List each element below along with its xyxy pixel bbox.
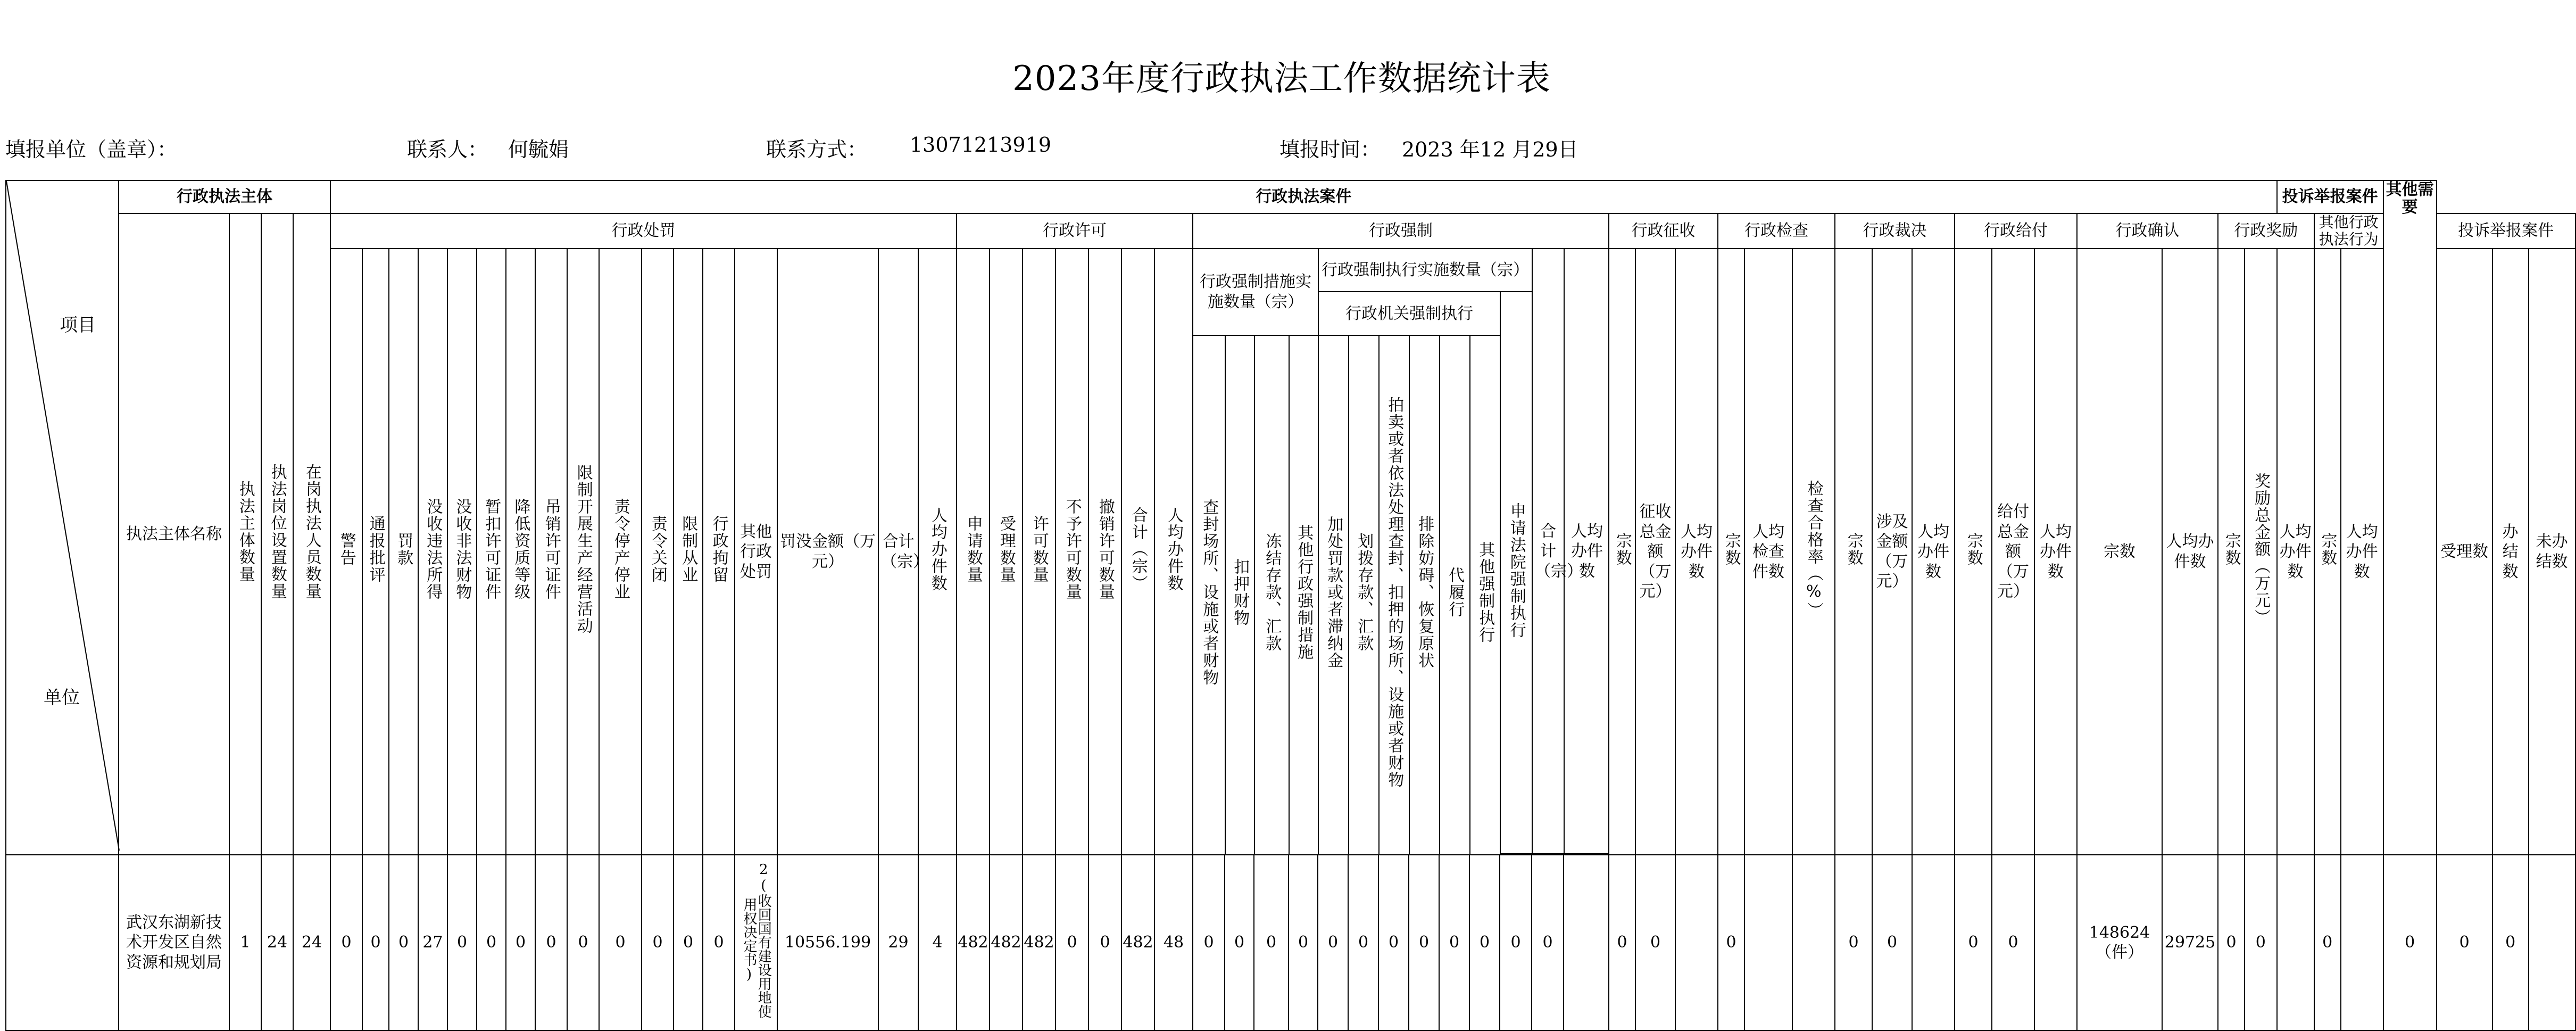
cell-p12: 0 bbox=[674, 855, 703, 1030]
cell-p15: 10556.199 bbox=[777, 855, 878, 1030]
subgroup-inspection: 行政检查 bbox=[1718, 213, 1835, 249]
col-levy-per-capita: 人均办件数 bbox=[1675, 249, 1718, 855]
col-restrict-production: 限制开展生产经营活动 bbox=[567, 249, 599, 855]
cell-l5: 0 bbox=[1088, 855, 1121, 1030]
col-license-total: 合计（宗） bbox=[1121, 249, 1154, 855]
col-inspection-pass-rate: 检查合格率（%） bbox=[1792, 249, 1835, 855]
cell-e4: 0 bbox=[1409, 855, 1439, 1030]
col-substitute-performance: 代履行 bbox=[1440, 335, 1470, 854]
cell-w1: 0 bbox=[2218, 855, 2245, 1030]
date-value: 2023 年12 月29日 bbox=[1402, 138, 1578, 161]
col-reward-cases: 宗数 bbox=[2218, 249, 2245, 855]
corner-diagonal-line bbox=[6, 181, 119, 851]
cell-p6: 0 bbox=[477, 855, 506, 1030]
col-coercion-total: 合计（宗） bbox=[1532, 249, 1564, 854]
col-seize: 扣押财物 bbox=[1225, 335, 1254, 854]
col-warning: 警告 bbox=[330, 249, 362, 855]
cell-l2: 482 bbox=[990, 855, 1023, 1030]
cell-m3: 0 bbox=[1254, 855, 1289, 1030]
cell-w3 bbox=[2277, 855, 2314, 1030]
cell-c2: 24 bbox=[261, 855, 293, 1030]
cell-v1: 0 bbox=[1609, 855, 1635, 1030]
col-revoke-license: 吊销许可证件 bbox=[535, 249, 567, 855]
cell-i1: 0 bbox=[1718, 855, 1744, 1030]
cell-i2 bbox=[1744, 855, 1792, 1030]
col-payment-amount: 给付总金额（万元） bbox=[1992, 249, 2034, 855]
cell-p2: 0 bbox=[362, 855, 389, 1030]
cell-e8: 0 bbox=[1532, 855, 1564, 1030]
col-ruling-per-capita: 人均办件数 bbox=[1912, 249, 1955, 855]
cell-l7: 48 bbox=[1154, 855, 1193, 1030]
cell-r2: 0 bbox=[1872, 855, 1912, 1030]
col-suspend-license: 暂扣许可证件 bbox=[477, 249, 506, 855]
col-order-closure: 责令关闭 bbox=[642, 249, 674, 855]
col-application-count: 申请数量 bbox=[957, 249, 990, 855]
col-reward-per-capita: 人均办件数 bbox=[2277, 249, 2314, 855]
col-other-act-cases: 宗数 bbox=[2314, 249, 2341, 855]
col-other-measures: 其他行政强制措施 bbox=[1289, 335, 1318, 854]
col-other-act-per-capita: 人均办件数 bbox=[2341, 249, 2383, 855]
cell-p17: 4 bbox=[918, 855, 957, 1030]
table-row bbox=[6, 855, 2575, 1030]
cell-e9 bbox=[1564, 855, 1609, 1030]
cell-g1: 0 bbox=[1955, 855, 1992, 1030]
cell-p13: 0 bbox=[703, 855, 735, 1030]
col-ruling-cases: 宗数 bbox=[1835, 249, 1872, 855]
contact-label: 联系人： bbox=[407, 138, 488, 161]
cell-c3: 24 bbox=[293, 855, 330, 1030]
col-other-penalty: 其他行政处罚 bbox=[735, 249, 777, 855]
cell-e1: 0 bbox=[1318, 855, 1348, 1030]
col-confirmation-cases: 宗数 bbox=[2077, 249, 2162, 855]
subgroup-license: 行政许可 bbox=[957, 213, 1193, 249]
col-accepted-count: 受理数量 bbox=[990, 249, 1023, 855]
cell-w2: 0 bbox=[2245, 855, 2277, 1030]
subgroup-complaints: 投诉举报案件 bbox=[2437, 213, 2575, 249]
cell-f2: 29725 bbox=[2162, 855, 2218, 1030]
fill-unit-label: 填报单位（盖章）： bbox=[5, 138, 178, 161]
cell-p9: 0 bbox=[567, 855, 599, 1030]
col-court-execution: 申请法院强制执行 bbox=[1500, 292, 1532, 854]
col-fine: 罚款 bbox=[389, 249, 418, 855]
col-fine-amount: 罚没金额（万元） bbox=[777, 249, 878, 855]
col-ruling-amount: 涉及金额（万元） bbox=[1872, 249, 1912, 855]
cell-e3: 0 bbox=[1378, 855, 1409, 1030]
coercion-subtable bbox=[1193, 249, 1609, 854]
cell-e2: 0 bbox=[1348, 855, 1378, 1030]
cell-e6: 0 bbox=[1469, 855, 1500, 1030]
cell-i3 bbox=[1792, 855, 1835, 1030]
corner-unit-label: 单位 bbox=[44, 687, 80, 708]
cell-o2 bbox=[2341, 855, 2383, 1030]
cell-p1: 0 bbox=[330, 855, 362, 1030]
col-payment-per-capita: 人均办件数 bbox=[2034, 249, 2077, 855]
cell-l1: 482 bbox=[957, 855, 990, 1030]
col-inspection-per-capita: 人均检查件数 bbox=[1744, 249, 1792, 855]
coercion-agency-head: 行政机关强制执行 bbox=[1318, 292, 1500, 335]
cell-r3 bbox=[1912, 855, 1955, 1030]
cell-l4: 0 bbox=[1056, 855, 1088, 1030]
col-seal: 查封场所、设施或者财物 bbox=[1193, 335, 1225, 854]
cell-o1: 0 bbox=[2314, 855, 2341, 1030]
cell-k3: 0 bbox=[2492, 855, 2529, 1030]
subgroup-ruling: 行政裁决 bbox=[1835, 213, 1955, 249]
col-complaints-accepted: 受理数 bbox=[2437, 249, 2492, 855]
group-enforcement-subject: 行政执法主体 bbox=[119, 180, 330, 213]
cell-v3 bbox=[1675, 855, 1718, 1030]
col-revoked-count: 撤销许可数量 bbox=[1088, 249, 1121, 855]
cell-f1: 148624（件） bbox=[2077, 855, 2162, 1030]
col-subject-count: 执法主体数量 bbox=[229, 213, 261, 855]
cell-c1: 1 bbox=[229, 855, 261, 1030]
contact-name: 何毓娟 bbox=[508, 138, 569, 161]
cell-g2: 0 bbox=[1992, 855, 2034, 1030]
cell-p7: 0 bbox=[506, 855, 535, 1030]
col-penalty-total: 合计（宗） bbox=[878, 249, 918, 855]
cell-m4: 0 bbox=[1289, 855, 1318, 1030]
group-complaint-cases: 投诉举报案件 bbox=[2277, 180, 2383, 213]
col-complaints-closed: 办结数 bbox=[2492, 249, 2529, 855]
cell-k1: 0 bbox=[2383, 855, 2437, 1030]
col-lower-qualification: 降低资质等级 bbox=[506, 249, 535, 855]
col-order-suspension: 责令停产停业 bbox=[599, 249, 642, 855]
col-auction: 拍卖或者依法处理查封、扣押的场所、设施或者财物 bbox=[1379, 335, 1409, 854]
cell-r1: 0 bbox=[1835, 855, 1872, 1030]
cell-p3: 0 bbox=[389, 855, 418, 1030]
cell-g3 bbox=[2034, 855, 2077, 1030]
col-reward-amount: 奖励总金额（万元） bbox=[2245, 249, 2277, 855]
corner-item-label: 项目 bbox=[60, 315, 96, 336]
coercion-execution-head: 行政强制执行实施数量（宗） bbox=[1318, 249, 1532, 292]
cell-l3: 482 bbox=[1023, 855, 1056, 1030]
date-label: 填报时间： bbox=[1279, 138, 1381, 161]
col-confiscate-illegal-gains: 没收违法所得 bbox=[418, 249, 447, 855]
col-levy-amount: 征收总金额（万元） bbox=[1635, 249, 1675, 855]
col-freeze: 冻结存款、汇款 bbox=[1254, 335, 1289, 854]
cell-p16: 29 bbox=[878, 855, 918, 1030]
col-inspection-cases: 宗数 bbox=[1718, 249, 1744, 855]
subgroup-other-act: 其他行政执法行为 bbox=[2314, 213, 2383, 249]
cell-p10: 0 bbox=[599, 855, 642, 1030]
col-late-fee: 加处罚款或者滞纳金 bbox=[1318, 335, 1349, 854]
cell-e5: 0 bbox=[1439, 855, 1469, 1030]
cell-p5: 0 bbox=[447, 855, 477, 1030]
cell-p4: 27 bbox=[418, 855, 447, 1030]
col-staff-count: 在岗执法人员数量 bbox=[293, 213, 330, 855]
col-permitted-count: 许可数量 bbox=[1023, 249, 1056, 855]
col-administrative-detention: 行政拘留 bbox=[703, 249, 735, 855]
subgroup-levy: 行政征收 bbox=[1609, 213, 1718, 249]
col-penalty-per-capita: 人均办件数 bbox=[918, 249, 957, 855]
header-corner bbox=[6, 180, 119, 855]
cell-m2: 0 bbox=[1225, 855, 1254, 1030]
cell-k2: 0 bbox=[2437, 855, 2492, 1030]
col-circulate-criticism: 通报批评 bbox=[362, 249, 389, 855]
row-unit-name: 武汉东湖新技术开发区自然资源和规划局 bbox=[119, 855, 229, 1030]
col-coercion-per-capita: 人均办件数 bbox=[1564, 249, 1609, 854]
col-denied-count: 不予许可数量 bbox=[1056, 249, 1088, 855]
phone-label: 联系方式： bbox=[766, 138, 868, 161]
col-remove-obstruction: 排除妨碍、恢复原状 bbox=[1409, 335, 1440, 854]
cell-e7: 0 bbox=[1500, 855, 1532, 1030]
page-title: 2023年度行政执法工作数据统计表 bbox=[1012, 59, 1551, 98]
col-other-execution: 其他强制执行 bbox=[1470, 335, 1500, 854]
phone-number: 13071213919 bbox=[910, 133, 1051, 156]
col-license-per-capita: 人均办件数 bbox=[1154, 249, 1193, 855]
cell-m1: 0 bbox=[1193, 855, 1225, 1030]
subgroup-coercion: 行政强制 bbox=[1193, 213, 1609, 249]
col-levy-cases: 宗数 bbox=[1609, 249, 1635, 855]
subgroup-payment: 行政给付 bbox=[1955, 213, 2077, 249]
group-enforcement-cases: 行政执法案件 bbox=[330, 180, 2277, 213]
col-post-count: 执法岗位设置数量 bbox=[261, 213, 293, 855]
cell-v2: 0 bbox=[1635, 855, 1675, 1030]
col-transfer-deposits: 划拨存款、汇款 bbox=[1349, 335, 1379, 854]
col-payment-cases: 宗数 bbox=[1955, 249, 1992, 855]
cell-p8: 0 bbox=[535, 855, 567, 1030]
cell-l6: 482 bbox=[1121, 855, 1154, 1030]
subgroup-confirmation: 行政确认 bbox=[2077, 213, 2218, 249]
statistics-table bbox=[5, 180, 2576, 1031]
col-confirmation-per-capita: 人均办件数 bbox=[2162, 249, 2218, 855]
col-subject-name: 执法主体名称 bbox=[119, 213, 229, 855]
coercion-measures-head: 行政强制措施实施数量（宗） bbox=[1193, 249, 1318, 335]
cell-p11: 0 bbox=[642, 855, 674, 1030]
col-complaints-open: 未办结数 bbox=[2529, 249, 2575, 855]
cell-p14: 2(收回国有建设用地使用权决定书) bbox=[735, 855, 777, 1030]
col-restrict-practice: 限制从业 bbox=[674, 249, 703, 855]
group-other-needs: 其他需要 bbox=[2383, 180, 2437, 855]
subgroup-penalty: 行政处罚 bbox=[330, 213, 957, 249]
col-confiscate-illegal-property: 没收非法财物 bbox=[447, 249, 477, 855]
subgroup-reward: 行政奖励 bbox=[2218, 213, 2314, 249]
